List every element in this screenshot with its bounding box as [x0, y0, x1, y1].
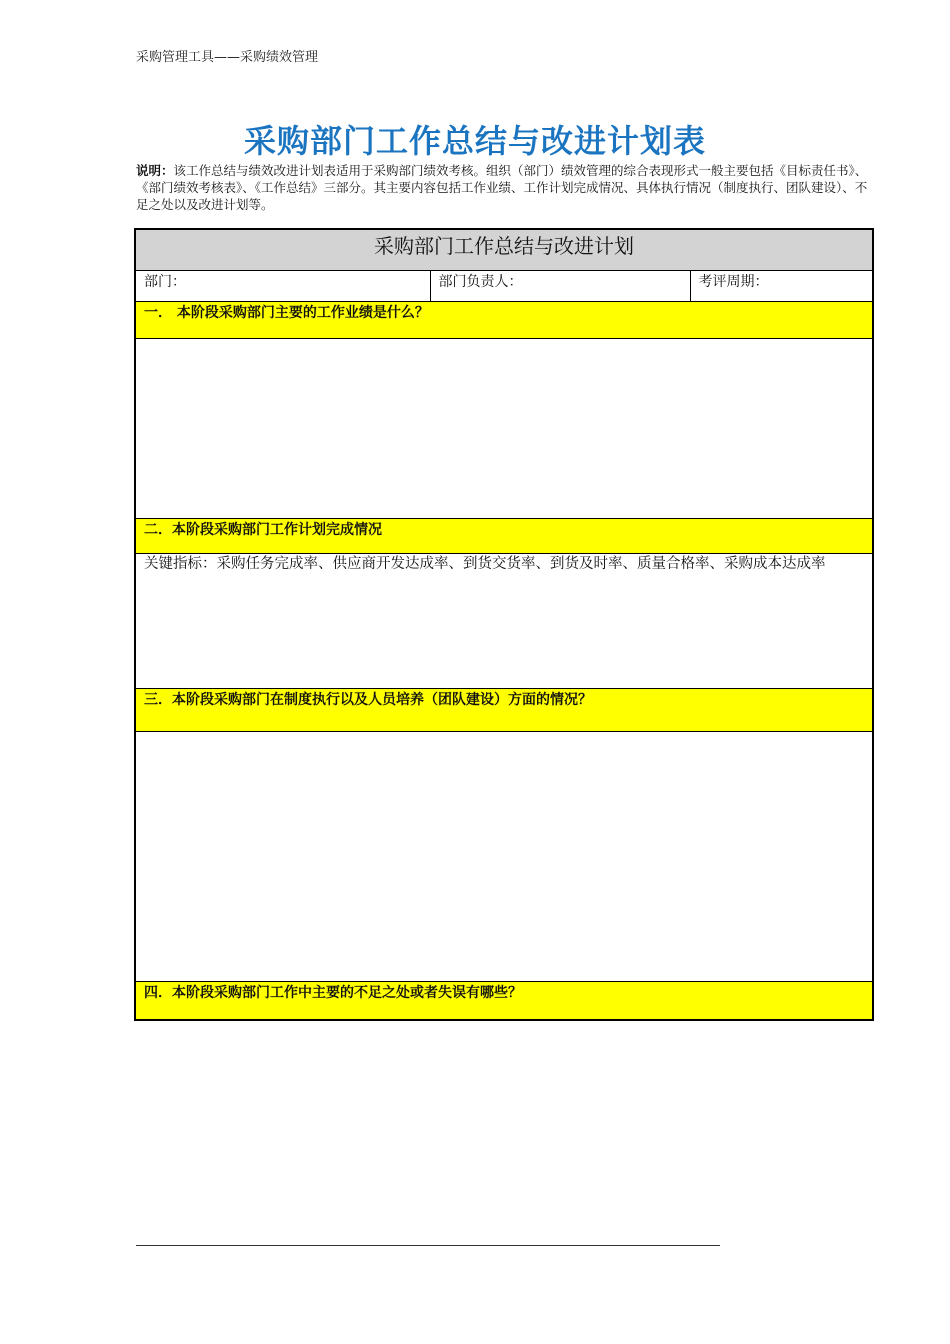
summary-form-table [134, 228, 874, 1021]
form-heading: 采购部门工作总结与改进计划 [135, 229, 873, 271]
section-1-title: 一． 本阶段采购部门主要的工作业绩是什么？ [135, 302, 873, 339]
manager-field[interactable]: 部门负责人： [430, 271, 690, 302]
section-3-content[interactable] [135, 732, 873, 982]
period-field[interactable]: 考评周期： [690, 271, 873, 302]
department-field[interactable]: 部门： [135, 271, 430, 302]
section-1-content[interactable] [135, 339, 873, 519]
footer-divider [136, 1245, 720, 1246]
page-header: 采购管理工具——采购绩效管理 [136, 50, 319, 65]
section-2-content[interactable]: 关键指标：采购任务完成率、供应商开发达成率、到货交货率、到货及时率、质量合格率、采购成本达成率 [135, 554, 873, 689]
document-title: 采购部门工作总结与改进计划表 [243, 122, 706, 160]
section-4-title: 四．本阶段采购部门工作中主要的不足之处或者失误有哪些？ [135, 982, 873, 1020]
description-label: 说明： [136, 163, 174, 178]
section-2-title: 二．本阶段采购部门工作计划完成情况 [135, 519, 873, 554]
description [136, 162, 872, 213]
description-text: 该工作总结与绩效改进计划表适用于采购部门绩效考核。组织（部门）绩效管理的综合表现形式一般主要包括《目标责任书》、《部门绩效考核表》、《工作总结》三部分。其主要内容包括工作业绩、工作计划完成情况、具体执行情况（制度执行、团队建设）、不足之处以及改进计划等。 [136, 163, 868, 212]
section-3-title: 三．本阶段采购部门在制度执行以及人员培养（团队建设）方面的情况？ [135, 689, 873, 732]
